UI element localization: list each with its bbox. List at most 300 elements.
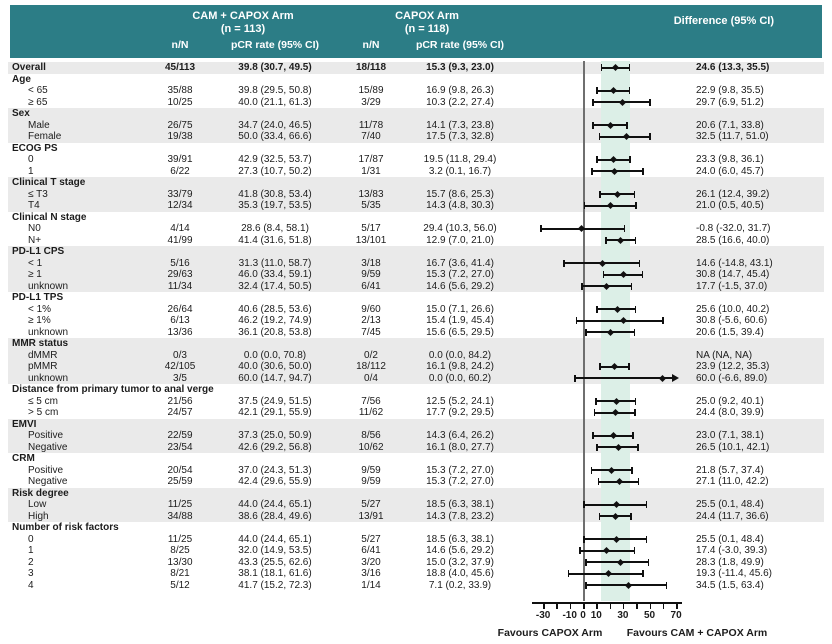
subgroup-label: 2 bbox=[28, 556, 34, 568]
axis-tick bbox=[663, 604, 665, 609]
ci-lower-cap bbox=[599, 133, 601, 140]
arm2-nn-value: 9/60 bbox=[361, 303, 381, 315]
arm1-nn-value: 11/25 bbox=[167, 499, 193, 510]
arm2-nn-value: 3/29 bbox=[361, 96, 381, 108]
arm1-pcr-value: 32.0 (14.9, 53.5) bbox=[238, 545, 312, 556]
subgroup-label: 0 bbox=[28, 533, 34, 545]
arm1-pcr-value: 40.0 (21.1, 61.3) bbox=[238, 96, 312, 108]
ci-upper-cap bbox=[634, 409, 636, 416]
table-row bbox=[8, 120, 824, 132]
point-estimate-marker bbox=[659, 375, 666, 382]
table-section bbox=[8, 108, 824, 143]
axis-tick-label: 30 bbox=[617, 610, 629, 621]
arm1-nn-value: 5/16 bbox=[170, 257, 190, 269]
ci-upper-cap bbox=[646, 501, 648, 508]
difference-value: NA (NA, NA) bbox=[696, 349, 753, 361]
difference-value: 23.0 (7.1, 38.1) bbox=[696, 430, 764, 441]
ci-lower-cap bbox=[584, 202, 586, 209]
ci-upper-cap bbox=[635, 202, 637, 209]
table-row bbox=[8, 269, 824, 281]
group-header-label: Clinical T stage bbox=[12, 177, 86, 188]
arm1-nn-value: 41/99 bbox=[167, 234, 193, 246]
arm1-nn-value: 24/57 bbox=[167, 407, 193, 418]
arm2-nn-value: 17/87 bbox=[358, 154, 384, 165]
arm1-pcr-value: 35.3 (19.7, 53.5) bbox=[238, 200, 312, 211]
arm2-nn-value: 3/20 bbox=[361, 556, 381, 568]
arm2-pcr-value: 18.5 (6.3, 38.1) bbox=[426, 499, 494, 510]
difference-value: 34.5 (1.5, 63.4) bbox=[696, 579, 764, 591]
arm2-nn-value: 7/56 bbox=[361, 395, 381, 407]
subgroup-label: < 65 bbox=[28, 85, 48, 96]
group-header-row bbox=[8, 292, 824, 304]
axis-tick bbox=[636, 604, 638, 609]
ci-lower-cap bbox=[605, 237, 607, 244]
table-section bbox=[8, 143, 824, 178]
arm2-nn-value: 11/78 bbox=[358, 119, 384, 131]
ci-upper-cap bbox=[635, 237, 637, 244]
ci-lower-cap bbox=[603, 271, 605, 278]
difference-value: 27.1 (11.0, 42.2) bbox=[696, 476, 769, 487]
arm2-nn-value: 1/14 bbox=[361, 579, 381, 591]
ci-lower-cap bbox=[591, 467, 593, 474]
arm2-pcr-value: 29.4 (10.3, 56.0) bbox=[423, 223, 497, 234]
arm1-nn-value: 20/54 bbox=[167, 464, 193, 476]
difference-value: 14.6 (-14.8, 43.1) bbox=[696, 257, 773, 269]
arm2-nn-value: 6/41 bbox=[361, 545, 381, 556]
arm2-pcr-value: 16.1 (8.0, 27.7) bbox=[426, 441, 494, 453]
difference-value: 60.0 (-6.6, 89.0) bbox=[696, 372, 768, 384]
arm1-pcr-value: 31.3 (11.0, 58.7) bbox=[238, 257, 312, 269]
group-header-row bbox=[8, 522, 824, 534]
table-row bbox=[8, 465, 824, 477]
table-section bbox=[8, 246, 824, 292]
ci-lower-cap bbox=[595, 398, 597, 405]
group-header-label: CRM bbox=[12, 453, 35, 464]
arm2-nn-value: 2/13 bbox=[361, 315, 381, 326]
table-section bbox=[8, 74, 824, 109]
subgroup-label: 3 bbox=[28, 568, 34, 579]
x-axis bbox=[8, 600, 824, 644]
arm1-pcr-value: 37.0 (24.3, 51.3) bbox=[238, 464, 312, 476]
group-header-label: ECOG PS bbox=[12, 142, 58, 154]
ci-upper-cap bbox=[624, 225, 626, 232]
group-header-row bbox=[8, 453, 824, 465]
difference-value: 32.5 (11.7, 51.0) bbox=[696, 131, 769, 142]
arm2-pcr-value: 7.1 (0.2, 33.9) bbox=[428, 579, 492, 591]
arm1-nn-value: 33/79 bbox=[167, 188, 193, 200]
ci-upper-cap bbox=[629, 64, 631, 71]
group-header-row bbox=[8, 488, 824, 500]
arm2-nn-value: 8/56 bbox=[361, 430, 381, 441]
axis-tick bbox=[543, 604, 545, 609]
group-header-label: Risk degree bbox=[12, 487, 69, 499]
arm2-pcr-value: 15.3 (7.2, 27.0) bbox=[426, 476, 494, 487]
ci-lower-cap bbox=[592, 99, 594, 106]
subgroup-label: ≥ 65 bbox=[28, 96, 48, 108]
ci-upper-cap bbox=[631, 283, 633, 290]
difference-value: 26.1 (12.4, 39.2) bbox=[696, 188, 770, 200]
arm2-pcr-value: 15.0 (7.1, 26.6) bbox=[426, 303, 494, 315]
arm2-nn-value: 6/41 bbox=[361, 280, 381, 292]
arm1-pcr-value: 28.6 (8.4, 58.1) bbox=[241, 223, 309, 234]
table-row bbox=[8, 62, 824, 74]
arm2-pcr-value: 15.3 (7.2, 27.0) bbox=[426, 269, 494, 280]
arm2-pcr-value: 12.5 (5.2, 24.1) bbox=[426, 395, 494, 407]
table-row bbox=[8, 407, 824, 419]
difference-value: 25.5 (0.1, 48.4) bbox=[696, 499, 764, 510]
arm2-pcr-value: 3.2 (0.1, 16.7) bbox=[428, 165, 492, 177]
arm1-pcr-value: 0.0 (0.0, 70.8) bbox=[243, 349, 307, 361]
group-header-row bbox=[8, 108, 824, 120]
axis-tick bbox=[623, 604, 625, 609]
arm2-pcr-value: 14.3 (4.8, 30.3) bbox=[426, 200, 494, 211]
ci-lower-cap bbox=[579, 547, 581, 554]
difference-value: 28.5 (16.6, 40.0) bbox=[696, 234, 770, 246]
difference-value: 20.6 (1.5, 39.4) bbox=[696, 326, 764, 338]
arm1-nn-value: 11/34 bbox=[167, 280, 193, 292]
arm2-pcr-column-header: pCR rate (95% CI) bbox=[415, 39, 505, 51]
arm2-pcr-value: 15.7 (8.6, 25.3) bbox=[426, 188, 494, 200]
arm1-nn-value: 0/3 bbox=[173, 349, 187, 361]
difference-value: 29.7 (6.9, 51.2) bbox=[696, 96, 764, 108]
arm1-nn-value: 13/36 bbox=[167, 326, 193, 338]
ci-lower-cap bbox=[592, 432, 594, 439]
ci-upper-cap bbox=[635, 306, 637, 313]
table-section bbox=[8, 62, 824, 74]
arm1-pcr-value: 60.0 (14.7, 94.7) bbox=[238, 372, 312, 384]
arm2-pcr-value: 14.1 (7.3, 23.8) bbox=[426, 119, 494, 131]
arm1-pcr-value: 50.0 (33.4, 66.6) bbox=[238, 131, 312, 142]
group-header-row bbox=[8, 384, 824, 396]
subgroup-label: 4 bbox=[28, 579, 34, 591]
arm2-pcr-value: 15.3 (7.2, 27.0) bbox=[426, 464, 494, 476]
table-row bbox=[8, 557, 824, 569]
arm1-pcr-value: 46.2 (19.2, 74.9) bbox=[238, 315, 312, 326]
table-row bbox=[8, 442, 824, 454]
arm2-nn-value: 15/89 bbox=[358, 85, 384, 96]
arm1-nn-value: 10/25 bbox=[167, 96, 193, 108]
table-row bbox=[8, 534, 824, 546]
subgroup-label: unknown bbox=[28, 280, 69, 292]
table-row bbox=[8, 568, 824, 580]
arm1-pcr-value: 37.3 (25.0, 50.9) bbox=[238, 430, 312, 441]
group-header-row bbox=[8, 246, 824, 258]
ci-upper-cap bbox=[626, 122, 628, 129]
axis-tick bbox=[583, 604, 585, 609]
arm1-pcr-column-header: pCR rate (95% CI) bbox=[230, 39, 320, 51]
arm1-nn-value: 12/34 bbox=[167, 200, 193, 211]
subgroup-label: ≥ 1 bbox=[28, 269, 42, 280]
subgroup-label: Overall bbox=[12, 62, 46, 73]
axis-tick-label: -30 bbox=[535, 610, 551, 621]
arm1-pcr-value: 42.4 (29.6, 55.9) bbox=[238, 476, 312, 487]
table-row bbox=[8, 166, 824, 178]
axis-tick bbox=[570, 604, 572, 609]
subgroup-label: Negative bbox=[28, 476, 68, 487]
table-row bbox=[8, 511, 824, 523]
table-row bbox=[8, 545, 824, 557]
ci-upper-cap bbox=[642, 570, 644, 577]
ci-upper-cap bbox=[638, 478, 640, 485]
ci-lower-cap bbox=[576, 317, 578, 324]
arm2-nn-value: 5/27 bbox=[361, 533, 381, 545]
ci-upper-cap bbox=[639, 260, 641, 267]
group-header-label: Clinical N stage bbox=[12, 211, 87, 223]
ci-lower-cap bbox=[581, 283, 583, 290]
arm2-pcr-value: 15.4 (1.9, 45.4) bbox=[426, 315, 494, 326]
arm1-nn-value: 34/88 bbox=[167, 510, 193, 522]
subgroup-label: < 1% bbox=[28, 303, 52, 315]
arm2-pcr-value: 16.1 (9.8, 24.2) bbox=[426, 361, 494, 372]
ci-lower-cap bbox=[540, 225, 542, 232]
arm1-nn-value: 45/113 bbox=[164, 62, 196, 73]
ci-lower-cap bbox=[574, 375, 576, 382]
ci-upper-cap bbox=[631, 467, 633, 474]
difference-value: 22.9 (9.8, 35.5) bbox=[696, 85, 764, 96]
table-row bbox=[8, 373, 824, 385]
arm2-nn-value: 3/18 bbox=[361, 257, 381, 269]
favours-left-label: Favours CAPOX Arm bbox=[497, 627, 603, 639]
arm2-nn-value: 18/118 bbox=[355, 62, 387, 73]
arm1-pcr-value: 34.7 (24.0, 46.5) bbox=[238, 119, 312, 131]
point-estimate-marker bbox=[625, 582, 632, 589]
group-header-row bbox=[8, 419, 824, 431]
table-row bbox=[8, 304, 824, 316]
arm2-nn-value: 9/59 bbox=[361, 476, 381, 487]
arm1-pcr-value: 38.6 (28.4, 49.6) bbox=[238, 510, 312, 522]
table-row bbox=[8, 430, 824, 442]
arm2-nn-value: 13/83 bbox=[358, 188, 384, 200]
arm1-nn-value: 22/59 bbox=[167, 430, 193, 441]
arm2-pcr-value: 17.5 (7.3, 32.8) bbox=[426, 131, 494, 142]
ci-upper-cap bbox=[637, 444, 639, 451]
axis-tick bbox=[676, 604, 678, 609]
group-header-row bbox=[8, 338, 824, 350]
axis-tick-label: 10 bbox=[590, 610, 602, 621]
ci-upper-cap bbox=[629, 87, 631, 94]
subgroup-label: Low bbox=[28, 499, 47, 510]
arm1-nn-value: 39/91 bbox=[167, 154, 193, 165]
subgroup-label: pMMR bbox=[28, 361, 58, 372]
difference-value: 26.5 (10.1, 42.1) bbox=[696, 441, 770, 453]
group-header-row bbox=[8, 74, 824, 86]
arm1-header bbox=[148, 5, 338, 36]
group-header-label: Sex bbox=[12, 108, 30, 119]
ci-lower-cap bbox=[599, 363, 601, 370]
group-header-label: Distance from primary tumor to anal verge bbox=[12, 384, 214, 395]
arm2-nn-value: 5/35 bbox=[361, 200, 381, 211]
subgroup-label: unknown bbox=[28, 326, 69, 338]
arm2-nn-value: 7/45 bbox=[361, 326, 381, 338]
arm1-pcr-value: 41.7 (15.2, 72.3) bbox=[238, 579, 312, 591]
arm2-nn-value: 1/31 bbox=[361, 165, 381, 177]
group-header-row bbox=[8, 212, 824, 224]
ci-right-arrow bbox=[672, 374, 679, 382]
arm1-pcr-value: 27.3 (10.7, 50.2) bbox=[238, 165, 312, 177]
table-section bbox=[8, 488, 824, 523]
arm1-pcr-value: 42.6 (29.2, 56.8) bbox=[238, 441, 312, 453]
axis-tick-label: 50 bbox=[643, 610, 656, 621]
table-row bbox=[8, 350, 824, 362]
arm1-title: CAM + CAPOX Arm bbox=[192, 10, 294, 22]
subgroup-label: 0 bbox=[28, 154, 34, 165]
arm2-pcr-value: 12.9 (7.0, 21.0) bbox=[426, 234, 494, 246]
arm2-pcr-value: 16.7 (3.6, 41.4) bbox=[426, 257, 494, 269]
ci-lower-cap bbox=[596, 87, 598, 94]
ci-lower-cap bbox=[598, 478, 600, 485]
difference-value: 30.8 (14.7, 45.4) bbox=[696, 269, 770, 280]
ci-upper-cap bbox=[646, 536, 648, 543]
table-row bbox=[8, 315, 824, 327]
ci-lower-cap bbox=[583, 501, 585, 508]
arm1-nn-value: 29/63 bbox=[167, 269, 193, 280]
subgroup-label: High bbox=[28, 510, 49, 522]
arm1-pcr-value: 40.6 (28.5, 53.6) bbox=[238, 303, 312, 315]
table-row bbox=[8, 327, 824, 339]
arm2-nn-value: 0/4 bbox=[364, 372, 378, 384]
arm1-pcr-value: 46.0 (33.4, 59.1) bbox=[238, 269, 312, 280]
arm1-nn-value: 21/56 bbox=[167, 395, 193, 407]
arm1-pcr-value: 42.9 (32.5, 53.7) bbox=[238, 154, 312, 165]
arm2-pcr-value: 14.3 (6.4, 26.2) bbox=[426, 430, 494, 441]
table-section bbox=[8, 419, 824, 454]
arm1-pcr-value: 37.5 (24.9, 51.5) bbox=[238, 395, 312, 407]
table-section bbox=[8, 522, 824, 591]
axis-tick-label: 0 bbox=[580, 610, 586, 621]
arm1-nn-value: 11/25 bbox=[167, 533, 193, 545]
x-axis-line bbox=[532, 602, 682, 604]
table-section bbox=[8, 338, 824, 384]
table-row bbox=[8, 580, 824, 592]
ci-upper-cap bbox=[649, 133, 651, 140]
arm2-nn-value: 0/2 bbox=[364, 349, 378, 361]
arm2-nn-column-header: n/N bbox=[362, 39, 380, 51]
arm1-pcr-value: 39.8 (30.7, 49.5) bbox=[238, 62, 312, 73]
table-row bbox=[8, 200, 824, 212]
arm2-header bbox=[338, 5, 516, 36]
subgroup-label: N0 bbox=[28, 223, 41, 234]
table-section bbox=[8, 453, 824, 488]
table-section bbox=[8, 292, 824, 338]
ci-upper-cap bbox=[630, 513, 632, 520]
arm1-pcr-value: 44.0 (24.4, 65.1) bbox=[238, 533, 312, 545]
arm1-pcr-value: 38.1 (18.1, 61.6) bbox=[238, 568, 312, 579]
table-body bbox=[8, 61, 824, 600]
axis-tick bbox=[650, 604, 652, 609]
table-row bbox=[8, 235, 824, 247]
arm1-nn-value: 19/38 bbox=[167, 131, 193, 142]
arm2-nn-value: 5/27 bbox=[361, 499, 381, 510]
ci-lower-cap bbox=[599, 191, 601, 198]
difference-value: 28.3 (1.8, 49.9) bbox=[696, 556, 764, 568]
table-row bbox=[8, 258, 824, 270]
arm1-nn-value: 26/64 bbox=[167, 303, 193, 315]
axis-tick-label: -10 bbox=[562, 610, 577, 621]
arm1-nn-value: 8/25 bbox=[170, 545, 190, 556]
table-row bbox=[8, 85, 824, 97]
arm2-pcr-value: 15.3 (9.3, 23.0) bbox=[426, 62, 494, 73]
ci-lower-cap bbox=[591, 168, 593, 175]
difference-value: 25.5 (0.1, 48.4) bbox=[696, 533, 764, 545]
ci-upper-cap bbox=[634, 191, 636, 198]
arm1-pcr-value: 32.4 (17.4, 50.5) bbox=[238, 280, 312, 292]
arm1-pcr-value: 39.8 (29.5, 50.8) bbox=[238, 85, 312, 96]
ci-lower-cap bbox=[585, 582, 587, 589]
arm1-pcr-value: 36.1 (20.8, 53.8) bbox=[238, 326, 312, 338]
ci-lower-cap bbox=[596, 444, 598, 451]
subgroup-label: dMMR bbox=[28, 349, 58, 361]
axis-tick bbox=[556, 604, 558, 609]
arm2-pcr-value: 19.5 (11.8, 29.4) bbox=[423, 154, 497, 165]
arm2-nn-value: 10/62 bbox=[358, 441, 384, 453]
axis-tick bbox=[596, 604, 598, 609]
ci-lower-cap bbox=[583, 536, 585, 543]
subgroup-label: unknown bbox=[28, 372, 69, 384]
table-row bbox=[8, 396, 824, 408]
subgroup-label: < 1 bbox=[28, 257, 43, 269]
group-header-label: EMVI bbox=[12, 418, 37, 430]
arm2-pcr-value: 14.6 (5.6, 29.2) bbox=[426, 545, 494, 556]
ci-lower-cap bbox=[585, 329, 587, 336]
group-header-label: PD-L1 TPS bbox=[12, 292, 64, 303]
ci-lower-cap bbox=[594, 409, 596, 416]
arm2-nn-value: 9/59 bbox=[361, 269, 381, 280]
arm1-nn-value: 26/75 bbox=[167, 119, 193, 131]
arm2-pcr-value: 16.9 (9.8, 26.3) bbox=[426, 85, 494, 96]
arm2-title: CAPOX Arm bbox=[395, 10, 459, 22]
arm2-nn-value: 9/59 bbox=[361, 464, 381, 476]
ci-upper-cap bbox=[642, 168, 644, 175]
subgroup-label: Positive bbox=[28, 430, 64, 441]
arm2-nn-value: 13/101 bbox=[355, 234, 387, 246]
difference-value: 23.9 (12.2, 35.3) bbox=[696, 361, 770, 372]
difference-value: 21.0 (0.5, 40.5) bbox=[696, 200, 764, 211]
ci-upper-cap bbox=[642, 271, 644, 278]
arm1-nn-value: 5/12 bbox=[170, 579, 190, 591]
ci-upper-cap bbox=[662, 317, 664, 324]
arm2-nn-value: 18/112 bbox=[356, 361, 386, 372]
arm1-pcr-value: 41.4 (31.6, 51.8) bbox=[238, 234, 312, 246]
table-section bbox=[8, 177, 824, 212]
ci-lower-cap bbox=[563, 260, 565, 267]
table-row bbox=[8, 223, 824, 235]
subgroup-label: 1 bbox=[28, 165, 34, 177]
ci-upper-cap bbox=[632, 432, 634, 439]
arm1-nn-value: 4/14 bbox=[170, 223, 190, 234]
ci-line bbox=[574, 377, 672, 379]
subgroup-label: ≤ T3 bbox=[28, 188, 48, 200]
arm1-nn-value: 25/59 bbox=[167, 476, 193, 487]
subgroup-label: N+ bbox=[28, 234, 42, 246]
subgroup-label: ≤ 5 cm bbox=[28, 395, 58, 407]
difference-value: 23.3 (9.8, 36.1) bbox=[696, 154, 764, 165]
subgroup-label: ≥ 1% bbox=[28, 315, 51, 326]
table-section bbox=[8, 212, 824, 247]
table-row bbox=[8, 154, 824, 166]
difference-value: 24.6 (13.3, 35.5) bbox=[696, 62, 770, 73]
arm1-nn-value: 13/30 bbox=[167, 556, 193, 568]
favours-right-label: Favours CAM + CAPOX Arm bbox=[626, 627, 768, 639]
table-row bbox=[8, 361, 824, 373]
arm1-nn-value: 23/54 bbox=[167, 441, 193, 453]
axis-tick-label: 70 bbox=[670, 610, 682, 621]
ci-lower-cap bbox=[599, 513, 601, 520]
arm2-pcr-value: 18.5 (6.3, 38.1) bbox=[426, 533, 494, 545]
ci-upper-cap bbox=[629, 156, 631, 163]
difference-value: 21.8 (5.7, 37.4) bbox=[696, 464, 764, 476]
difference-value: 19.3 (-11.4, 45.6) bbox=[696, 568, 772, 579]
arm1-nn-value: 6/22 bbox=[170, 165, 190, 177]
